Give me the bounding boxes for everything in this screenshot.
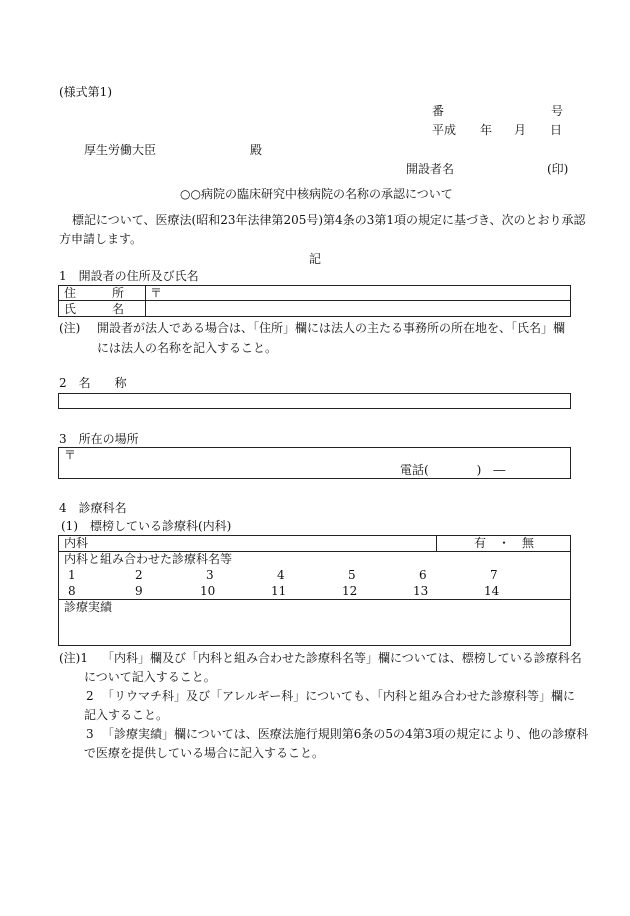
hospital-name-box [58, 393, 571, 409]
num-4: 4 [277, 568, 285, 582]
applicant-label: 開設者名 [406, 162, 455, 176]
num-1: 1 [68, 568, 76, 582]
form-number: (様式第1) [59, 85, 112, 99]
name-label: 氏 名 [64, 302, 125, 316]
intro-line-2: 方申請します。 [59, 232, 143, 246]
num-14: 14 [484, 584, 500, 598]
section4-note-2-prefix: 2 [86, 689, 94, 703]
address-postal-mark: 〒 [150, 286, 163, 300]
section4-subheading: (1) 標榜している診療科(内科) [61, 519, 232, 533]
table-column-divider [436, 535, 437, 551]
num-11: 11 [271, 584, 287, 598]
applicant-table-column-divider [145, 285, 146, 317]
naika-label: 内科 [64, 536, 89, 550]
section2-heading: 2 名 称 [59, 376, 127, 390]
section4-note-2-line-1: 「リウマチ科」及び「アレルギー科」についても、「内科と組み合わせた診療科等」欄に [102, 689, 575, 703]
section1-heading: 1 開設者の住所及び氏名 [59, 269, 199, 283]
num-3: 3 [206, 568, 214, 582]
number-label-left: 番 [432, 104, 445, 118]
section1-note-line-2: には法人の名称を記入すること。 [97, 341, 278, 355]
num-5: 5 [348, 568, 356, 582]
section4-note-3-line-1: 「診療実績」欄については、医療法施行規則第6条の5の4第3項の規定により、他の診療科 [102, 727, 589, 741]
section4-heading: 4 診療科名 [59, 501, 127, 515]
addressee-honorific: 殿 [250, 143, 263, 157]
num-13: 13 [413, 584, 429, 598]
phone-label: 電話( ) ― [400, 463, 506, 477]
location-postal-mark: 〒 [64, 448, 77, 462]
date-day: 日 [550, 123, 563, 137]
date-month: 月 [514, 123, 527, 137]
intro-line-1: 標記について、医療法(昭和23年法律第205号)第4条の3第1項の規定に基づき、次のとおり承認 [72, 213, 586, 227]
num-6: 6 [419, 568, 427, 582]
section4-note-1-prefix: (注)1 [59, 651, 88, 665]
section3-heading: 3 所在の場所 [59, 432, 139, 446]
document-title: ○○病院の臨床研究中核病院の名称の承認について [180, 187, 453, 201]
addressee-minister: 厚生労働大臣 [84, 143, 157, 157]
applicant-seal: (印) [547, 162, 569, 176]
ki-marker: 記 [309, 252, 322, 266]
num-7: 7 [490, 568, 498, 582]
yes-no-options: 有 ・ 無 [474, 536, 535, 550]
section4-note-1-line-1: 「内科」欄及び「内科と組み合わせた診療科名等」欄については、標榜している診療科名 [102, 651, 582, 665]
num-8: 8 [68, 584, 76, 598]
num-12: 12 [342, 584, 358, 598]
section4-note-3-prefix: 3 [86, 727, 94, 741]
table-divider-2 [58, 599, 571, 600]
section4-note-3-line-2: で医療を提供している場合に記入すること。 [84, 746, 325, 760]
applicant-table [58, 285, 571, 317]
combined-label: 内科と組み合わせた診療科名等 [64, 552, 233, 566]
record-label: 診療実績 [64, 600, 113, 614]
num-9: 9 [135, 584, 143, 598]
section4-note-2-line-2: 記入すること。 [84, 708, 169, 722]
num-2: 2 [135, 568, 143, 582]
section1-note-line-1: 開設者が法人である場合は、「住所」欄には法人の主たる事務所の所在地を、「氏名」欄 [97, 321, 566, 335]
address-label: 住 所 [64, 286, 125, 300]
date-year: 年 [480, 123, 493, 137]
date-era: 平成 [432, 123, 457, 137]
applicant-table-divider [58, 300, 571, 301]
section4-note-1-line-2: について記入すること。 [84, 670, 216, 684]
number-label-right: 号 [551, 104, 564, 118]
num-10: 10 [200, 584, 216, 598]
section1-note-prefix: (注) [59, 321, 81, 335]
